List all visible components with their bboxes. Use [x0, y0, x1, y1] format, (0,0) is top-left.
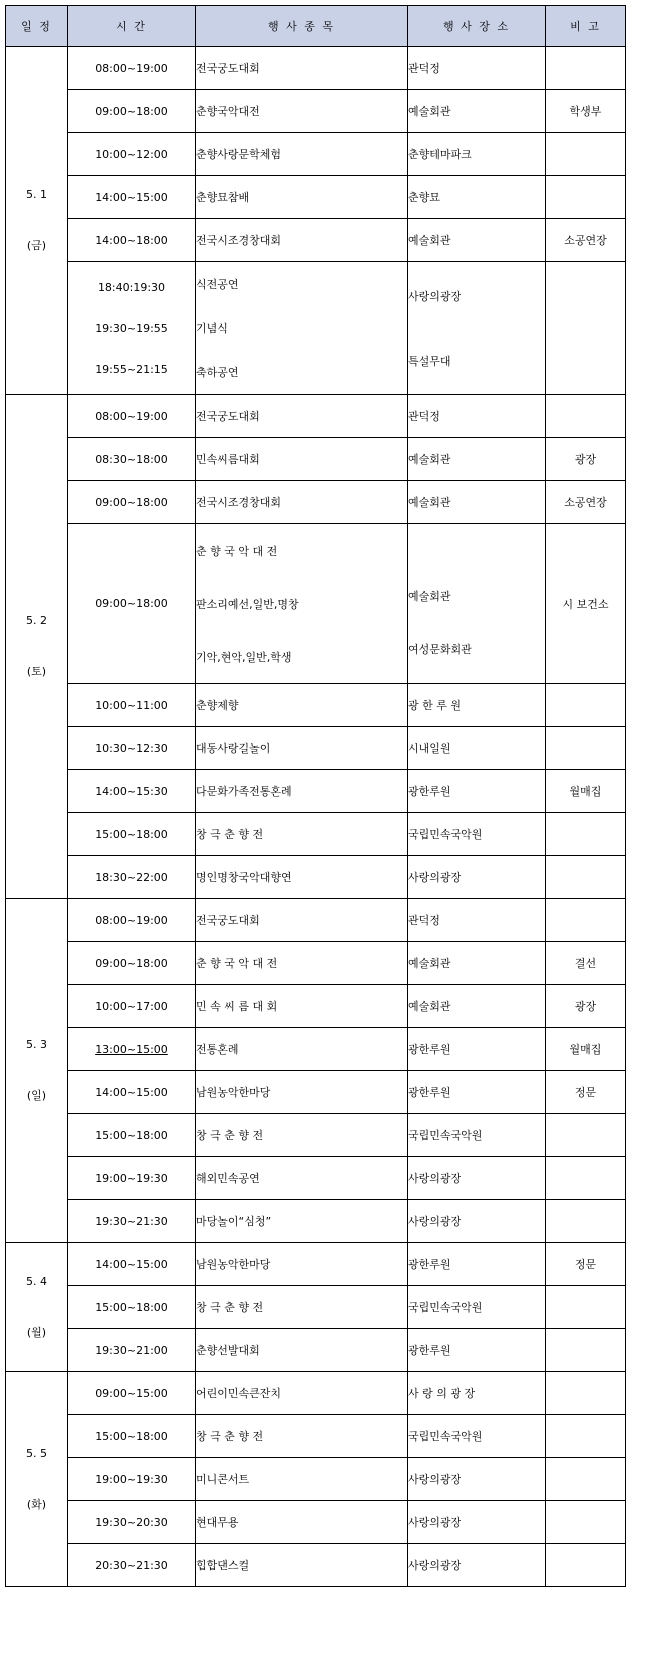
time-cell [68, 770, 196, 813]
weekday-label: (일) [26, 1089, 47, 1102]
note-text: 결선 [574, 957, 597, 970]
event-cell [196, 47, 408, 90]
table-row [6, 899, 626, 942]
note-cell [546, 47, 626, 90]
header-date: 일 정 [6, 6, 68, 47]
time-cell-text: 10:00~11:00 [95, 698, 168, 712]
event-cell [196, 1458, 408, 1501]
venue-cell-text: 관덕정 [408, 914, 440, 927]
time-cell-text: 18:40:19:30 [97, 280, 166, 294]
venue-cell-text: 특설무대 [408, 354, 451, 368]
event-cell [196, 813, 408, 856]
venue-cell-text: 사랑의광장 [408, 1215, 462, 1228]
event-cell-text: 기악,현악,일반,학생 [196, 650, 292, 664]
time-cell [68, 1071, 196, 1114]
event-cell-text: 춘향선발대회 [196, 1344, 260, 1357]
table-row [6, 684, 626, 727]
weekday-label: (월) [26, 1325, 47, 1339]
date-label: 5. 4 [26, 1274, 47, 1288]
event-cell-text: 어린이민속큰잔치 [196, 1387, 282, 1400]
schedule-table [5, 5, 626, 1587]
note-text: 소공연장 [564, 496, 607, 509]
time-cell [68, 1286, 196, 1329]
time-cell-text: 08:00~19:00 [95, 61, 168, 75]
time-cell-text: 15:00~18:00 [95, 1128, 168, 1142]
note-cell [546, 1114, 626, 1157]
venue-cell-text: 사랑의광장 [408, 289, 462, 303]
event-cell [196, 395, 408, 438]
event-cell-text: 마당놀이“심청” [196, 1215, 272, 1228]
event-cell-text: 해외민속공연 [196, 1172, 260, 1185]
table-row [6, 219, 626, 262]
venue-cell-text: 예술회관 [408, 234, 451, 247]
note-text: 광장 [574, 453, 597, 466]
event-cell-text: 남원농악한마당 [196, 1258, 271, 1271]
time-cell [68, 219, 196, 262]
event-cell [196, 481, 408, 524]
event-cell [196, 1071, 408, 1114]
table-row [6, 770, 626, 813]
venue-cell-text: 국립민속국악원 [408, 1301, 483, 1314]
note-cell [546, 1071, 626, 1114]
note-cell [546, 813, 626, 856]
event-cell-text: 전국궁도대회 [196, 914, 260, 927]
event-cell-text: 춘향제향 [196, 699, 239, 712]
time-cell-text: 14:00~18:00 [95, 233, 168, 247]
event-cell-text: 식전공연 [196, 278, 239, 291]
header-venue: 행 사 장 소 [408, 6, 546, 47]
event-cell [196, 1286, 408, 1329]
venue-cell [408, 1501, 546, 1544]
time-cell-text: 14:00~15:00 [95, 190, 168, 204]
date-cell [6, 899, 68, 1243]
event-cell [196, 1243, 408, 1286]
note-cell [546, 90, 626, 133]
event-cell-text: 전통혼례 [196, 1043, 239, 1056]
venue-cell [408, 1544, 546, 1587]
event-cell [196, 1329, 408, 1372]
event-cell [196, 684, 408, 727]
venue-cell-text: 국립민속국악원 [408, 1129, 483, 1142]
note-cell [546, 1415, 626, 1458]
date-label: 5. 1 [26, 188, 47, 201]
time-cell [68, 176, 196, 219]
note-cell [546, 1329, 626, 1372]
time-cell [68, 133, 196, 176]
venue-cell-text: 예술회관 [408, 496, 451, 509]
table-row [6, 1286, 626, 1329]
time-cell-text: 08:30~18:00 [95, 452, 168, 466]
venue-cell [408, 1372, 546, 1415]
time-cell-text: 19:00~19:30 [95, 1171, 168, 1185]
venue-cell-text: 사랑의광장 [408, 1473, 462, 1486]
note-text: 월매집 [569, 785, 602, 798]
time-cell [68, 942, 196, 985]
time-cell-text: 15:00~18:00 [95, 827, 168, 841]
time-cell-text: 19:55~21:15 [95, 362, 168, 376]
time-cell [68, 438, 196, 481]
time-cell-text: 18:30~22:00 [95, 870, 168, 884]
venue-cell-text: 시내일원 [408, 742, 451, 755]
venue-cell [408, 1200, 546, 1243]
time-cell-text: 15:00~18:00 [95, 1300, 168, 1314]
venue-cell-text: 광한루원 [408, 1043, 451, 1056]
event-cell-text: 춘향사랑문학체험 [196, 148, 282, 161]
table-row [6, 133, 626, 176]
time-cell [68, 1544, 196, 1587]
date-cell [6, 1243, 68, 1372]
weekday-label: (금) [26, 239, 47, 252]
event-cell-text: 민 속 씨 름 대 회 [196, 1000, 278, 1013]
venue-cell [408, 1286, 546, 1329]
table-row [6, 1243, 626, 1286]
event-cell [196, 1501, 408, 1544]
event-cell [196, 524, 408, 684]
note-cell [546, 684, 626, 727]
event-cell-text: 힙합댄스컬 [196, 1559, 250, 1572]
venue-cell-text: 사랑의광장 [408, 1559, 462, 1572]
header-event: 행 사 종 목 [196, 6, 408, 47]
date-cell [6, 1372, 68, 1587]
note-text: 시 보건소 [562, 597, 609, 611]
venue-cell [408, 438, 546, 481]
time-cell [68, 727, 196, 770]
time-cell-text: 14:00~15:00 [95, 1257, 168, 1271]
venue-cell [408, 262, 546, 395]
note-cell [546, 1028, 626, 1071]
event-cell [196, 133, 408, 176]
note-text: 학생부 [569, 105, 602, 118]
venue-cell [408, 985, 546, 1028]
venue-cell [408, 1415, 546, 1458]
time-cell [68, 524, 196, 684]
time-cell-text: 19:30~20:30 [95, 1515, 168, 1529]
venue-cell-text: 광한루원 [408, 1344, 451, 1357]
event-cell-text: 축하공연 [196, 366, 239, 379]
table-row [6, 438, 626, 481]
venue-cell [408, 481, 546, 524]
table-row [6, 176, 626, 219]
venue-cell [408, 90, 546, 133]
venue-cell-text: 광한루원 [408, 1258, 451, 1271]
venue-cell [408, 813, 546, 856]
venue-cell [408, 684, 546, 727]
venue-cell-text: 광한루원 [408, 785, 451, 798]
date-cell [6, 47, 68, 395]
header-time: 시 간 [68, 6, 196, 47]
weekday-label: (화) [26, 1497, 47, 1511]
time-cell-text: 09:00~18:00 [95, 495, 168, 509]
time-cell [68, 262, 196, 395]
date-cell [6, 395, 68, 899]
venue-cell-text: 춘향묘 [408, 191, 440, 204]
table-row [6, 727, 626, 770]
event-cell [196, 90, 408, 133]
event-cell-text: 대동사랑길놀이 [196, 742, 271, 755]
event-cell [196, 1544, 408, 1587]
note-cell [546, 1372, 626, 1415]
time-cell [68, 1200, 196, 1243]
note-cell [546, 1286, 626, 1329]
venue-cell [408, 395, 546, 438]
date-label: 5. 5 [26, 1446, 47, 1460]
venue-cell [408, 1329, 546, 1372]
event-cell-text: 민속씨름대회 [196, 453, 260, 466]
time-cell [68, 47, 196, 90]
venue-cell [408, 1028, 546, 1071]
time-cell [68, 1329, 196, 1372]
venue-cell-text: 예술회관 [408, 453, 451, 466]
table-row [6, 481, 626, 524]
time-cell-text: 10:00~12:00 [95, 147, 168, 161]
table-row [6, 942, 626, 985]
venue-cell-text [408, 532, 545, 569]
note-cell [546, 1458, 626, 1501]
event-cell-text: 창 극 춘 향 전 [196, 1430, 264, 1443]
time-cell [68, 1028, 196, 1071]
note-cell [546, 524, 626, 684]
note-cell [546, 1200, 626, 1243]
time-cell-text: 08:00~19:00 [95, 913, 168, 927]
event-cell-text: 판소리예선,일반,명창 [196, 597, 299, 611]
note-text: 정문 [574, 1086, 597, 1099]
event-cell-text: 명인명창국악대향연 [196, 871, 292, 884]
note-cell [546, 262, 626, 395]
table-row [6, 1114, 626, 1157]
event-cell [196, 770, 408, 813]
venue-cell [408, 47, 546, 90]
venue-cell-text: 예술회관 [408, 957, 451, 970]
venue-cell-text: 광한루원 [408, 1086, 451, 1099]
event-cell [196, 1157, 408, 1200]
note-cell [546, 856, 626, 899]
time-cell [68, 395, 196, 438]
time-cell-text: 19:00~19:30 [95, 1472, 168, 1486]
time-cell-text: 09:00~18:00 [95, 956, 168, 970]
date-label: 5. 3 [26, 1038, 47, 1051]
note-text: 소공연장 [564, 234, 607, 247]
note-cell [546, 985, 626, 1028]
event-cell [196, 1028, 408, 1071]
table-row [6, 524, 626, 684]
event-cell-text: 현대무용 [196, 1516, 239, 1529]
schedule-body [6, 47, 626, 1587]
note-cell [546, 1157, 626, 1200]
time-cell [68, 1372, 196, 1415]
venue-cell-text: 광 한 루 원 [408, 699, 461, 712]
note-cell [546, 395, 626, 438]
time-cell [68, 985, 196, 1028]
venue-cell [408, 1114, 546, 1157]
event-cell-text: 전국궁도대회 [196, 410, 260, 423]
note-cell [546, 219, 626, 262]
event-cell-text: 창 극 춘 향 전 [196, 1301, 264, 1314]
venue-cell [408, 1243, 546, 1286]
event-cell-text: 춘향국악대전 [196, 105, 260, 118]
time-cell-text: 08:00~19:00 [95, 409, 168, 423]
table-row [6, 90, 626, 133]
venue-cell-text: 예술회관 [408, 105, 451, 118]
venue-cell [408, 219, 546, 262]
venue-cell [408, 133, 546, 176]
note-cell [546, 1501, 626, 1544]
time-cell [68, 1114, 196, 1157]
venue-cell-text: 예술회관 [408, 1000, 451, 1013]
event-cell-text: 춘향묘참배 [196, 191, 250, 204]
venue-cell [408, 942, 546, 985]
venue-cell [408, 524, 546, 684]
time-cell-text: 19:30~19:55 [95, 321, 168, 335]
time-cell-text: 19:30~21:00 [95, 1343, 168, 1357]
time-cell-text: 15:00~18:00 [95, 1429, 168, 1443]
table-row [6, 1458, 626, 1501]
time-cell [68, 1501, 196, 1544]
table-row [6, 262, 626, 395]
note-text: 정문 [574, 1258, 597, 1271]
venue-cell-text: 춘향테마파크 [408, 148, 472, 161]
note-cell [546, 899, 626, 942]
table-row [6, 856, 626, 899]
table-row [6, 1329, 626, 1372]
venue-cell-text: 사랑의광장 [408, 1172, 462, 1185]
note-cell [546, 438, 626, 481]
time-cell-text: 09:00~18:00 [95, 597, 168, 610]
note-cell [546, 770, 626, 813]
time-cell-text: 09:00~18:00 [95, 104, 168, 118]
event-cell [196, 219, 408, 262]
event-cell [196, 1200, 408, 1243]
table-row [6, 1415, 626, 1458]
table-row [6, 1157, 626, 1200]
time-cell-text: 13:00~15:00 [95, 1042, 168, 1056]
event-cell-text: 남원농악한마당 [196, 1086, 271, 1099]
event-cell-text: 전국시조경창대회 [196, 234, 282, 247]
venue-cell-text: 관덕정 [408, 410, 440, 423]
note-cell [546, 133, 626, 176]
event-cell-text: 기념식 [196, 322, 228, 335]
note-text: 월매집 [569, 1043, 602, 1056]
table-row [6, 1501, 626, 1544]
event-cell [196, 1415, 408, 1458]
time-cell [68, 684, 196, 727]
venue-cell-text: 국립민속국악원 [408, 1430, 483, 1443]
venue-cell [408, 856, 546, 899]
event-cell [196, 1114, 408, 1157]
time-cell [68, 1243, 196, 1286]
time-cell [68, 481, 196, 524]
event-cell-text: 전국시조경창대회 [196, 496, 282, 509]
table-row [6, 985, 626, 1028]
table-row [6, 813, 626, 856]
venue-cell-text: 여성문화회관 [408, 642, 472, 656]
note-text: 광장 [574, 1000, 597, 1013]
venue-cell [408, 770, 546, 813]
time-cell-text: 10:00~17:00 [95, 999, 168, 1013]
event-cell-text: 전국궁도대회 [196, 62, 260, 75]
event-cell [196, 942, 408, 985]
time-cell-text: 19:30~21:30 [95, 1214, 168, 1228]
venue-cell [408, 727, 546, 770]
venue-cell [408, 1458, 546, 1501]
header-row [6, 6, 626, 47]
event-cell-text: 춘 향 국 악 대 전 [196, 544, 278, 558]
venue-cell-text: 국립민속국악원 [408, 828, 483, 841]
weekday-label: (토) [26, 665, 47, 678]
event-cell-text: 춘 향 국 악 대 전 [196, 957, 278, 970]
venue-cell [408, 1157, 546, 1200]
event-cell [196, 1372, 408, 1415]
venue-cell-text: 예술회관 [408, 589, 451, 603]
event-cell-text: 창 극 춘 향 전 [196, 828, 264, 841]
table-row [6, 47, 626, 90]
venue-cell-text: 관덕정 [408, 62, 440, 75]
venue-cell-text: 사랑의광장 [408, 1516, 462, 1529]
time-cell-text: 09:00~15:00 [95, 1386, 168, 1400]
note-cell [546, 176, 626, 219]
note-cell [546, 727, 626, 770]
table-row [6, 1200, 626, 1243]
note-cell [546, 942, 626, 985]
event-cell-text: 창 극 춘 향 전 [196, 1129, 264, 1142]
time-cell [68, 813, 196, 856]
time-cell-text: 14:00~15:00 [95, 1085, 168, 1099]
time-cell [68, 899, 196, 942]
note-cell [546, 1544, 626, 1587]
time-cell-text: 10:30~12:30 [95, 741, 168, 755]
note-cell [546, 481, 626, 524]
venue-cell [408, 176, 546, 219]
event-cell-text: 다문화가족전통혼례 [196, 785, 292, 798]
venue-cell-text: 사 랑 의 광 장 [408, 1387, 476, 1400]
time-cell-text: 14:00~15:30 [95, 784, 168, 798]
venue-cell-text: 사랑의광장 [408, 871, 462, 884]
table-row [6, 1071, 626, 1114]
event-cell [196, 727, 408, 770]
time-cell [68, 90, 196, 133]
table-row [6, 1372, 626, 1415]
time-cell-text: 20:30~21:30 [95, 1558, 168, 1572]
time-cell [68, 856, 196, 899]
event-cell [196, 985, 408, 1028]
table-row [6, 395, 626, 438]
event-cell [196, 438, 408, 481]
header-note: 비 고 [546, 6, 626, 47]
event-cell-text: 미니콘서트 [196, 1473, 250, 1486]
event-cell [196, 262, 408, 395]
event-cell [196, 856, 408, 899]
table-row [6, 1028, 626, 1071]
venue-cell [408, 899, 546, 942]
event-cell [196, 176, 408, 219]
time-cell [68, 1458, 196, 1501]
event-cell [196, 899, 408, 942]
time-cell [68, 1415, 196, 1458]
time-cell [68, 1157, 196, 1200]
note-cell [546, 1243, 626, 1286]
table-row [6, 1544, 626, 1587]
venue-cell [408, 1071, 546, 1114]
date-label: 5. 2 [26, 614, 47, 627]
